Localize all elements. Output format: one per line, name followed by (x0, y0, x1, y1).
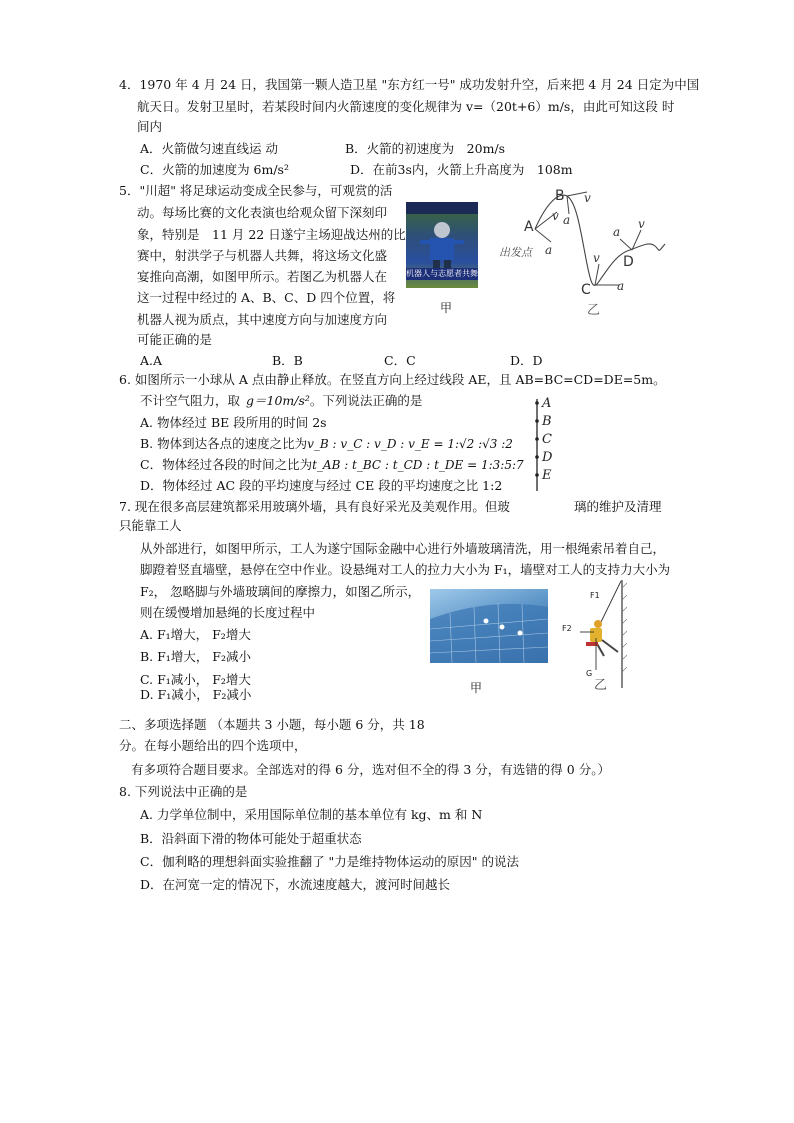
q5-line5: 宴推向高潮，如图甲所示。若图乙为机器人在 (137, 269, 388, 284)
q6-dot-a (535, 401, 539, 405)
q7-option-c: C. F₁减小， F₂增大 (140, 672, 251, 687)
q5-arrow-a-a (535, 229, 551, 242)
q5-start-label: 出发点 (499, 246, 532, 259)
q7-caption-yi: 乙 (594, 678, 608, 693)
q5-option-d: D．D (510, 353, 543, 368)
q5-caption-yi: 乙 (587, 303, 601, 318)
q4-option-a: A．火箭做匀速直线运 动 (140, 141, 279, 156)
q7-option-b: B. F₁增大， F₂减小 (140, 649, 251, 664)
sec2-line3: 有多项符合题目要求。全部选对的得 6 分，选对但不全的得 3 分，有选错的得 0 分。） (131, 762, 610, 777)
q6-option-b-text: B. 物体到达各点的速度之比为 (140, 436, 308, 451)
q5-point-b: B (555, 188, 565, 204)
q5-line1: 5．"川超" 将足球运动变成全民参与，可观赏的活 (119, 183, 393, 198)
q5-label-a-a: a (545, 243, 553, 257)
q7-line1a: 7. 现在很多高层建筑都采用玻璃外墙，具有良好采光及美观作用。但玻 (119, 499, 510, 514)
q5-label-a-c: a (617, 279, 625, 293)
q4-line2: 航天日。发射卫星时，若某段时间内火箭速度的变化规律为 v=（20t+6）m/s，由此可知这段 时 (137, 99, 675, 114)
q7-line1b: 璃的维护及清理 (574, 499, 662, 514)
q6-gravity-value: g＝10m/s² (246, 393, 310, 408)
q5-label-v-c: v (593, 251, 600, 265)
q5-label-a-d: v (638, 217, 645, 231)
q8-option-a: A. 力学单位制中，采用国际单位制的基本单位有 kg、m 和 N (140, 807, 483, 822)
q5-option-a: A.A (140, 353, 163, 368)
q6-label-a: A (542, 396, 552, 411)
q7-label-g: G (586, 669, 593, 678)
q6-label-c: C (542, 432, 552, 447)
q8-line1: 8. 下列说法中正确的是 (119, 784, 248, 799)
q6-dot-c (535, 437, 539, 441)
q6-line2-part2: 。下列说法正确的是 (309, 393, 423, 408)
q7-option-d: D. F₁减小， F₂减小 (140, 687, 252, 702)
q8-option-c: C．伽利略的理想斜面实验推翻了 "力是维持物体运动的原因" 的说法 (140, 854, 520, 869)
q7-line3: 从外部进行，如图甲所示，工人为遂宁国际金融中心进行外墙玻璃清洗，用一根绳索吊着自己， (140, 541, 666, 556)
q6-label-d: D (542, 450, 553, 465)
q7-rope (601, 581, 621, 622)
q5-option-c: C．C (384, 353, 416, 368)
q5-option-b: B．B (272, 353, 303, 368)
q6-line2 (140, 392, 422, 410)
q5-arrow-d-v (620, 239, 632, 250)
q7-caption-jia: 甲 (470, 681, 483, 695)
q8-option-d: D．在河宽一定的情况下，水流速度越大，渡河时间越长 (140, 877, 451, 892)
q7-line6: 则在缓慢增加悬绳的长度过程中 (140, 605, 316, 620)
sec2-line2: 分。在每小题给出的四个选项中， (119, 738, 307, 753)
q6-line1: 6. 如图所示一小球从 A 点由静止释放。在竖直方向上经过线段 AE，且 AB=BC=CD=DE=5m。 (119, 372, 666, 387)
q4-option-b: B．火箭的初速度为 20m/s (345, 141, 506, 156)
q6-option-d: D．物体经过 AC 段的平均速度与经过 CE 段的平均速度之比 1:2 (140, 478, 503, 493)
building-facade-icon (430, 589, 548, 663)
q8-option-b: B．沿斜面下滑的物体可能处于超重状态 (140, 831, 362, 846)
q5-label-v-d: a (613, 225, 621, 239)
q5-photo-caption: 机器人与志愿者共舞 (406, 269, 478, 278)
sec2-heading: 二、多项选择题 （本题共 3 小题，每小题 6 分，共 18 (119, 717, 425, 732)
q6-line2-part1: 不计空气阻力，取 (140, 393, 241, 408)
q6-label-e: E (542, 468, 552, 483)
q5-point-c: C (581, 282, 591, 298)
q6-dot-b (535, 419, 539, 423)
q7-label-f1: F1 (590, 591, 600, 600)
q4-line1: 4．1970 年 4 月 24 日，我国第一颗人造卫星 "东方红一号" 成功发射升空，后来把 4 月 24 日定为中国 (119, 77, 700, 92)
q4-line3: 间内 (137, 119, 163, 134)
q6-option-c-text: C．物体经过各段的时间之比为 (140, 457, 313, 472)
q7-line2: 只能靠工人 (119, 518, 182, 533)
q5-trajectory-diagram (495, 184, 670, 318)
q7-worker-icon (586, 620, 618, 656)
q6-option-b (140, 435, 513, 453)
q5-line4: 赛中，射洪学子与机器人共舞，将这场文化盛 (137, 248, 388, 263)
q7-line5: F₂， 忽略脚与外墙玻璃间的摩擦力，如图乙所示， (140, 584, 421, 599)
q5-line8: 可能正确的是 (137, 332, 213, 347)
q6-label-b: B (542, 414, 552, 429)
q5-label-v-a: v (552, 209, 559, 223)
q4-option-c: C．火箭的加速度为 6m/s² (140, 162, 289, 177)
q7-line4: 脚蹬着竖直墙壁，悬停在空中作业。设悬绳对工人的拉力大小为 F₁，墙壁对工人的支持力大小为 (140, 562, 671, 577)
q5-label-a-b: a (563, 213, 571, 227)
q5-robot-dance-photo (406, 202, 478, 288)
q7-glass-building-photo (430, 589, 548, 663)
q5-arrow-b-a (567, 196, 569, 214)
q6-option-a: A. 物体经过 BE 段所用的时间 2s (140, 415, 327, 430)
q6-dot-e (535, 473, 539, 477)
q6-vertical-segment-diagram (530, 395, 570, 495)
q6-option-c (140, 456, 524, 474)
q5-line7: 机器人视为质点，其中速度方向与加速度方向 (137, 312, 388, 327)
q6-option-b-formula: v_B : v_C : v_D : v_E = 1:√2 :√3 :2 (307, 437, 513, 451)
q7-label-f2: F2 (562, 624, 572, 633)
q5-caption-jia: 甲 (440, 301, 453, 315)
q7-option-a: A. F₁增大， F₂增大 (140, 627, 251, 642)
q7-force-diagram (560, 578, 635, 693)
q5-line2: 动。每场比赛的文化表演也给观众留下深刻印 (137, 205, 388, 220)
q5-label-v-b: v (584, 191, 591, 205)
q5-point-a: A (524, 219, 534, 235)
q4-option-d: D．在前3s内，火箭上升高度为 108m (350, 162, 573, 177)
q6-option-c-formula: t_AB : t_BC : t_CD : t_DE = 1:3:5:7 (312, 458, 524, 472)
q6-dot-d (535, 455, 539, 459)
q5-point-d: D (623, 254, 634, 270)
q5-line3: 象，特别是 11 月 22 日遂宁主场迎战达州的比 (137, 227, 406, 242)
q5-line6: 这一过程中经过的 A、B、C、D 四个位置，将 (137, 290, 396, 305)
